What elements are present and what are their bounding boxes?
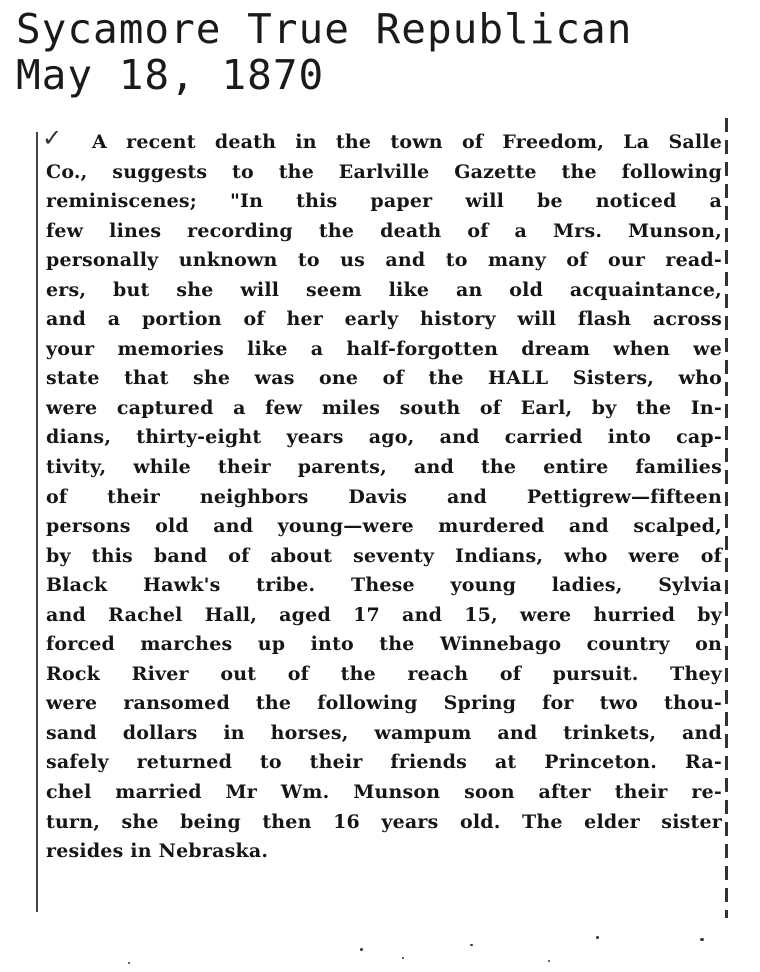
article-line: Co., suggests to the Earlville Gazette the following — [46, 160, 722, 183]
article-line: by this band of about seventy Indians, who were of — [46, 544, 722, 567]
clipping-left-edge — [36, 132, 38, 912]
article-line: personally unknown to us and to many of our read- — [46, 249, 722, 272]
article-line: ers, but she will seem like an old acquaintance, — [46, 278, 722, 301]
article-line: A recent death in the town of Freedom, La Salle — [92, 131, 722, 153]
article-line: chel married Mr Wm. Munson soon after their re- — [46, 781, 722, 804]
article-line: forced marches up into the Winnebago country on — [46, 633, 722, 656]
article-line: of their neighbors Davis and Pettigrew—fifteen — [46, 485, 722, 508]
publication-date: May 18, 1870 — [16, 51, 325, 99]
newspaper-name: Sycamore True Republican — [16, 5, 633, 53]
print-speck — [596, 936, 599, 939]
article-line: sand dollars in horses, wampum and trinkets, and — [46, 721, 722, 744]
article-line: and Rachel Hall, aged 17 and 15, were hurried by — [46, 603, 722, 626]
article-line: few lines recording the death of a Mrs. Munson, — [46, 219, 722, 242]
check-mark-icon: ✓ — [42, 124, 63, 152]
article-line: and a portion of her early history will flash across — [46, 308, 722, 331]
article-line: resides in Nebraska. — [46, 840, 269, 863]
newspaper-title — [16, 6, 632, 98]
article-line: your memories like a half-forgotten dream when we — [46, 337, 722, 360]
article-line: were captured a few miles south of Earl, by the In- — [46, 396, 722, 419]
article-line: turn, she being then 16 years old. The elder sister — [46, 810, 722, 833]
article-line: state that she was one of the HALL Sisters, who — [46, 367, 722, 390]
clipping-right-edge — [725, 118, 728, 918]
article-line: Black Hawk's tribe. These young ladies, Sylvia — [46, 574, 722, 597]
newspaper-clipping — [36, 118, 728, 958]
article-line: safely returned to their friends at Princeton. Ra- — [46, 751, 722, 774]
article-line: dians, thirty-eight years ago, and carried into cap- — [46, 426, 722, 449]
article-body — [46, 128, 722, 867]
print-speck — [548, 960, 550, 962]
article-line: tivity, while their parents, and the entire families — [46, 456, 722, 479]
print-speck — [360, 948, 363, 951]
article-line: persons old and young—were murdered and scalped, — [46, 515, 722, 538]
print-speck — [700, 938, 704, 941]
print-speck — [402, 957, 404, 959]
article-line: Rock River out of the reach of pursuit. They — [46, 662, 722, 685]
print-speck — [128, 962, 130, 964]
article-line: were ransomed the following Spring for two thou- — [46, 692, 722, 715]
article-line: reminiscenes; "In this paper will be noticed a — [46, 190, 722, 213]
print-speck — [470, 944, 473, 946]
